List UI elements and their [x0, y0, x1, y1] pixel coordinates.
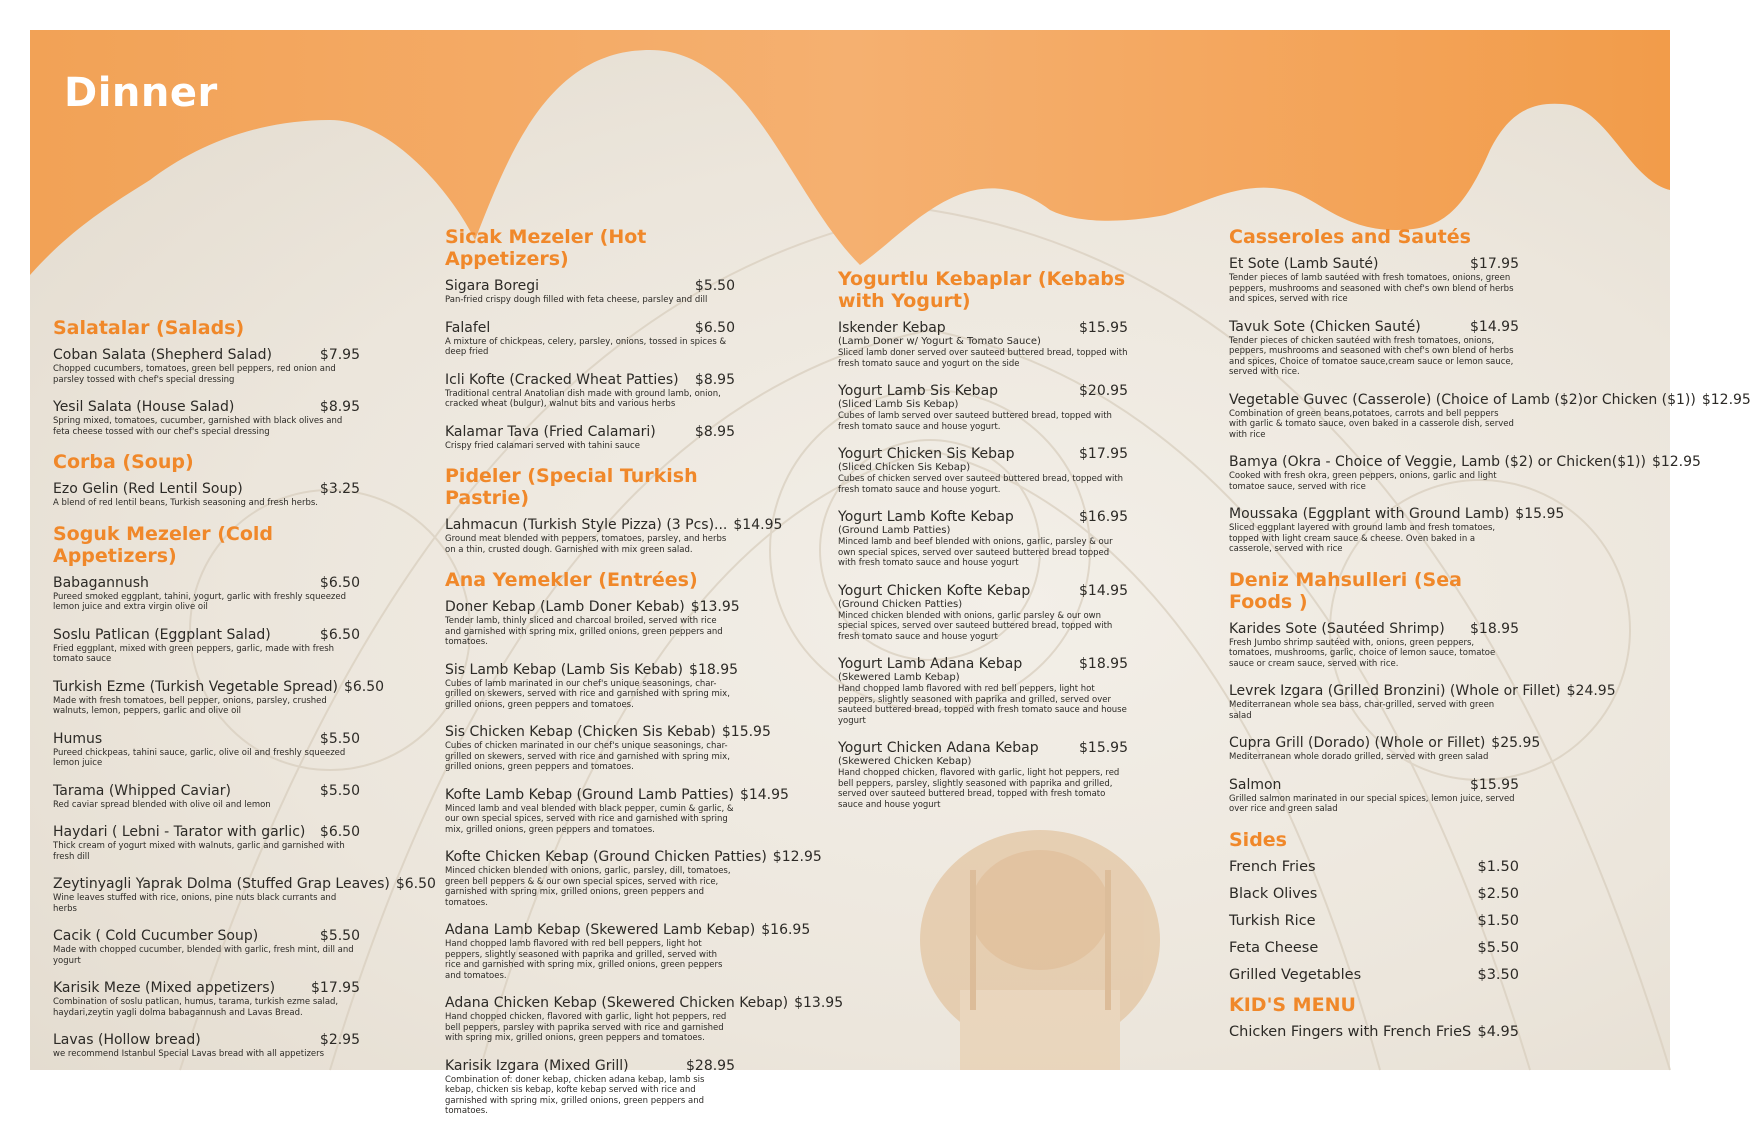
- item-price: $2.95: [319, 1032, 360, 1048]
- item-name: Iskender Kebap: [838, 320, 946, 336]
- item-price: $13.95: [690, 599, 740, 615]
- item-price: $5.50: [319, 928, 360, 944]
- menu-item-row: [445, 278, 735, 294]
- menu-item: [1229, 859, 1519, 875]
- dome-illustration: [920, 830, 1160, 1070]
- item-name: Feta Cheese: [1229, 939, 1319, 956]
- item-price: $18.95: [1079, 656, 1128, 672]
- menu-section: [445, 226, 735, 451]
- menu-item: [1229, 913, 1519, 929]
- item-description: Mediterranean whole dorado grilled, served with green salad: [1229, 752, 1489, 762]
- menu-item-row: [838, 320, 1128, 336]
- item-description: Minced chicken blended with onions, garlic parsley & our own special spices, served over sauteed buttered bread, topped with fresh tomato sauce and house yogurt: [838, 610, 1113, 642]
- item-name: Black Olives: [1229, 885, 1318, 902]
- item-description: Tender pieces of chicken sautéed with fresh tomatoes, onions, peppers, mushrooms and seasoned with chef's own blend of herbs and spices, Choice of tomatoe sauce,cream sauce or lemon sauce, served with rice.: [1229, 335, 1514, 377]
- column-3: [838, 268, 1128, 824]
- item-name: Lahmacun (Turkish Style Pizza) (3 Pcs)...: [445, 517, 728, 533]
- item-name: Turkish Rice: [1229, 912, 1316, 929]
- menu-item-row: [53, 980, 360, 996]
- item-description: Sliced lamb doner served over sauteed buttered bread, topped with fresh tomato sauce and yogurt on the side: [838, 348, 1128, 369]
- item-price: $14.95: [733, 517, 783, 533]
- item-price: $8.95: [319, 399, 360, 415]
- menu-item-row: [53, 876, 436, 892]
- menu-item-row: [1229, 391, 1751, 408]
- menu-item-row: [445, 922, 811, 938]
- item-name: Yogurt Chicken Adana Kebap: [838, 740, 1039, 756]
- item-subtitle: (Ground Chicken Patties): [838, 598, 963, 610]
- item-name: Turkish Ezme (Turkish Vegetable Spread): [53, 678, 338, 695]
- menu-item: [445, 995, 844, 1044]
- item-description: Red caviar spread blended with olive oil and lemon: [53, 799, 271, 810]
- menu-item: [445, 724, 771, 773]
- item-price: $15.95: [721, 724, 771, 740]
- item-description: Cubes of lamb served over sauteed buttered bread, topped with fresh tomato sauce and house yogurt.: [838, 411, 1112, 432]
- item-name: Doner Kebap (Lamb Doner Kebab): [445, 599, 685, 615]
- item-price: $5.50: [1477, 939, 1519, 956]
- item-name: Grilled Vegetables: [1229, 966, 1362, 983]
- menu-item-row: [838, 740, 1128, 756]
- item-price: $8.95: [694, 371, 735, 388]
- item-price: $6.50: [319, 626, 360, 643]
- menu-section: [53, 522, 436, 1060]
- menu-item-row: [53, 824, 360, 840]
- section-title: Sides: [1229, 828, 1287, 851]
- item-price: $14.95: [1470, 318, 1519, 335]
- item-name: Haydari ( Lebni - Tarator with garlic): [53, 824, 306, 840]
- menu-item: [445, 922, 811, 981]
- menu-item: [53, 678, 385, 717]
- menu-item-row: [445, 849, 822, 865]
- menu-item: [838, 740, 1128, 810]
- menu-item-row: [1229, 506, 1565, 522]
- menu-item-row: [53, 575, 360, 591]
- item-description: A mixture of chickpeas, celery, parsley, onions, tossed in spices & deep fried: [445, 336, 727, 357]
- item-description: Hand chopped chicken, flavored with garlic, light hot peppers, red bell peppers, parsley, slightly seasoned with paprika and grilled, served over sauteed buttered bread, topped with fresh tomato sauce and house yogurt: [838, 768, 1120, 810]
- menu-item-row: [1229, 859, 1519, 875]
- menu-item: [1229, 967, 1519, 983]
- item-name: Adana Lamb Kebap (Skewered Lamb Kebap): [445, 922, 756, 938]
- item-name: Chicken Fingers with French FrieS: [1229, 1023, 1472, 1040]
- item-price: $6.50: [319, 824, 360, 840]
- item-description: Combination of: doner kebap, chicken adana kebap, lamb sis kebap, chicken sis kebap, kofte kebap served with rice and garnished with spring mix, grilled onions, green peppers and tomatoes.: [445, 1074, 705, 1116]
- item-name: Cacik ( Cold Cucumber Soup): [53, 928, 259, 944]
- item-price: $6.50: [395, 876, 436, 892]
- item-description: Minced chicken blended with onions, garlic, parsley, dill, tomatoes, green bell peppers & & our own special spices, served with rice, garnished with spring mix, grilled onions, green peppers and tomatoes.: [445, 866, 731, 908]
- section-title: Salatalar (Salads): [53, 317, 245, 339]
- item-description: Hand chopped lamb flavored with red bell peppers, light hot peppers, slightly seasoned with paprika and grilled, served with rice and garnished with spring mix, grilled onions, green peppers and tomatoes.: [445, 939, 723, 981]
- item-name: Kalamar Tava (Fried Calamari): [445, 423, 656, 440]
- menu-item: [53, 399, 360, 437]
- menu-section: [445, 569, 844, 1117]
- item-name: Icli Kofte (Cracked Wheat Patties): [445, 371, 679, 388]
- menu-item-row: [445, 372, 735, 388]
- item-name: Sigara Boregi: [445, 278, 540, 294]
- item-price: $14.95: [739, 786, 789, 803]
- menu-item: [445, 424, 735, 452]
- menu-item: [1229, 886, 1519, 902]
- item-description: Pan-fried crispy dough filled with feta cheese, parsley and dill: [445, 295, 708, 305]
- menu-section: [53, 317, 360, 437]
- item-subtitle: (Sliced Lamb Sis Kebap): [838, 399, 959, 410]
- item-description: Made with chopped cucumber, blended with garlic, fresh mint, dill and yogurt: [53, 945, 354, 966]
- item-name: Karides Sote (Sautéed Shrimp): [1229, 620, 1445, 637]
- menu-item-row: [445, 1058, 735, 1074]
- item-price: $5.50: [694, 278, 735, 294]
- item-price: $25.95: [1491, 735, 1541, 751]
- item-name: Sis Lamb Kebap (Lamb Sis Kebab): [445, 661, 684, 678]
- menu-section: [1229, 994, 1519, 1040]
- menu-item-row: [1229, 913, 1519, 929]
- menu-item-row: [838, 656, 1128, 672]
- menu-item-row: [1229, 735, 1541, 751]
- item-description: Tender pieces of lamb sautéed with fresh tomatoes, onions, green peppers, mushrooms and seasoned with chef's own blend of herbs and spices, served with rice: [1229, 273, 1514, 304]
- menu-item-row: [445, 995, 844, 1011]
- item-price: $12.95: [772, 849, 822, 865]
- item-price: $15.95: [1470, 776, 1519, 793]
- item-description: Cubes of lamb marinated in our chef's unique seasonings, char-grilled on skewers, served with rice and garnished with spring mix, grilled onions, green peppers and tomatoes.: [445, 678, 730, 710]
- item-name: French Fries: [1229, 858, 1316, 875]
- section-title: Pideler (Special Turkish Pastrie): [445, 465, 698, 509]
- item-price: $12.95: [1651, 454, 1701, 470]
- item-description: Cubes of chicken served over sauteed buttered bread, topped with fresh tomato sauce and house yogurt.: [838, 474, 1124, 495]
- menu-item-row: [838, 509, 1128, 525]
- item-name: Yogurt Lamb Adana Kebap: [838, 656, 1023, 672]
- item-price: $3.50: [1477, 966, 1519, 983]
- item-name: Moussaka (Eggplant with Ground Lamb): [1229, 506, 1510, 522]
- item-description: Fresh Jumbo shrimp sautéed with, onions, green peppers, tomatoes, mushrooms, garlic, choice of lemon sauce, tomatoe sauce or cream sauce, served with rice.: [1229, 637, 1496, 669]
- column-4: [1229, 226, 1751, 1051]
- item-price: $18.95: [1470, 620, 1519, 637]
- item-description: Hand chopped chicken, flavored with garlic, light hot peppers, red bell peppers, parsley with paprika served with rice and garnished with spring mix, grilled onions, green peppers and tomatoes.: [445, 1012, 727, 1043]
- menu-item: [1229, 319, 1519, 378]
- item-description: Traditional central Anatolian dish made with ground lamb, onion, cracked wheat (bulgur), walnut bits and various herbs: [445, 388, 721, 409]
- menu-item: [445, 320, 735, 358]
- menu-item-row: [445, 517, 783, 533]
- item-subtitle: (Skewered Chicken Kebap): [838, 756, 972, 767]
- item-price: $7.95: [319, 347, 360, 363]
- menu-item: [1229, 735, 1541, 763]
- item-price: $1.50: [1477, 912, 1519, 929]
- item-price: $3.25: [319, 481, 360, 497]
- item-description: Minced lamb and beef blended with onions, garlic, parsley & our own special spices, served over sauteed buttered bread topped with fresh tomato sauce and house yogurt: [838, 537, 1113, 568]
- menu-item: [445, 372, 735, 410]
- item-description: Tender lamb, thinly sliced and charcoal broiled, served with rice and garnished with spring mix, grilled onions, green peppers and tomatoes.: [445, 616, 723, 647]
- menu-item-row: [53, 347, 360, 363]
- item-subtitle: (Skewered Lamb Kebap): [838, 672, 960, 683]
- menu-item: [53, 481, 360, 509]
- menu-item-row: [445, 724, 771, 740]
- menu-item: [838, 656, 1128, 726]
- menu-item: [53, 928, 360, 966]
- menu-section: [1229, 226, 1751, 555]
- menu-item-row: [53, 481, 360, 497]
- item-price: $16.95: [1079, 509, 1128, 525]
- item-name: Sis Chicken Kebap (Chicken Sis Kebab): [445, 724, 716, 740]
- item-name: Tarama (Whipped Caviar): [53, 782, 231, 799]
- item-description: Sliced eggplant layered with ground lamb and fresh tomatoes, topped with light cream sauce & cheese. Oven baked in a casserole, served with rice: [1229, 523, 1496, 554]
- menu-section: [1229, 568, 1616, 815]
- item-description: Hand chopped lamb flavored with red bell peppers, light hot peppers, slightly seasoned with paprika and grilled, served over sauteed buttered bread, topped with fresh tomato sauce and house yogurt: [838, 684, 1127, 726]
- item-price: $4.95: [1477, 1023, 1519, 1040]
- menu-section: [445, 465, 783, 555]
- menu-item: [53, 627, 360, 665]
- item-description: Mediterranean whole sea bass, char-grilled, served with green salad: [1229, 700, 1495, 721]
- item-description: Pureed chickpeas, tahini sauce, garlic, olive oil and freshly squeezed lemon juice: [53, 747, 346, 768]
- column-1: [53, 317, 436, 1074]
- item-description: A blend of red lentil beans, Turkish seasoning and fresh herbs.: [53, 498, 318, 508]
- item-name: Tavuk Sote (Chicken Sauté): [1229, 318, 1421, 335]
- menu-page: [30, 30, 1751, 1116]
- menu-item: [445, 661, 739, 711]
- item-description: Cubes of chicken marinated in our chef's unique seasonings, char-grilled on skewers, served with rice and garnished with spring mix, grilled onions, green peppers and tomatoes.: [445, 741, 730, 772]
- item-name: Yogurt Chicken Kofte Kebap: [838, 582, 1031, 599]
- section-title: Soguk Mezeler (Cold Appetizers): [53, 522, 274, 567]
- menu-item-row: [1229, 319, 1519, 335]
- menu-section: [838, 268, 1128, 810]
- item-description: Thick cream of yogurt mixed with walnuts, garlic and garnished with fresh dill: [53, 841, 345, 862]
- item-description: Combination of green beans,potatoes, carrots and bell peppers with garlic & tomato sauce, oven baked in a casserole dish, served with rice: [1229, 408, 1514, 440]
- menu-item-row: [838, 383, 1128, 399]
- item-name: Yogurt Lamb Sis Kebap: [838, 383, 999, 399]
- item-description: Chopped cucumbers, tomatoes, green bell peppers, red onion and parsley tossed with chef's special dressing: [53, 364, 336, 385]
- item-price: $14.95: [1079, 582, 1128, 599]
- item-price: $17.95: [1079, 446, 1128, 462]
- menu-item: [1229, 391, 1751, 441]
- item-name: Humus: [53, 730, 103, 747]
- item-price: $15.95: [1079, 740, 1128, 756]
- item-price: $28.95: [686, 1057, 735, 1074]
- menu-item: [1229, 1024, 1519, 1040]
- column-2: [445, 226, 844, 1131]
- item-description: Spring mixed, tomatoes, cucumber, garnished with black olives and feta cheese tossed with our chef's special dressing: [53, 416, 343, 437]
- page-title: Dinner: [64, 70, 218, 116]
- item-description: we recommend Istanbul Special Lavas bread with all appetizers: [53, 1049, 325, 1059]
- menu-item-row: [445, 320, 735, 336]
- item-price: $15.95: [1079, 320, 1128, 336]
- item-name: Coban Salata (Shepherd Salad): [53, 347, 272, 363]
- item-description: Grilled salmon marinated in our special spices, lemon juice, served over rice and green salad: [1229, 793, 1515, 814]
- item-name: Yogurt Lamb Kofte Kebap: [838, 509, 1014, 525]
- menu-item-row: [1229, 621, 1519, 637]
- menu-item: [53, 980, 360, 1018]
- menu-item: [838, 383, 1128, 432]
- menu-section: [53, 451, 360, 509]
- menu-item: [1229, 256, 1519, 305]
- menu-item: [445, 517, 783, 555]
- menu-item-row: [1229, 777, 1519, 793]
- menu-item: [445, 278, 735, 306]
- item-subtitle: (Lamb Doner w/ Yogurt & Tomato Sauce): [838, 336, 1041, 347]
- item-price: $17.95: [1470, 256, 1519, 272]
- item-name: Yogurt Chicken Sis Kebap: [838, 446, 1015, 462]
- menu-item-row: [445, 786, 789, 803]
- section-title: KID'S MENU: [1229, 993, 1356, 1016]
- menu-item-row: [445, 661, 739, 678]
- item-subtitle: (Sliced Chicken Sis Kebap): [838, 462, 971, 473]
- item-price: $12.95: [1701, 391, 1751, 408]
- menu-item: [53, 783, 360, 811]
- item-name: Kofte Lamb Kebap (Ground Lamb Patties): [445, 786, 734, 803]
- item-price: $8.95: [694, 423, 735, 440]
- item-price: $18.95: [689, 661, 739, 678]
- menu-item-row: [53, 1032, 360, 1048]
- item-price: $2.50: [1477, 885, 1519, 902]
- item-price: $5.50: [319, 730, 360, 747]
- item-description: Wine leaves stuffed with rice, onions, pine nuts black currants and herbs: [53, 893, 337, 914]
- item-description: Pureed smoked eggplant, tahini, yogurt, garlic with freshly squeezed lemon juice and extra virgin olive oil: [53, 591, 347, 612]
- item-price: $5.50: [319, 782, 360, 799]
- menu-section: [1229, 829, 1519, 983]
- item-price: $6.50: [319, 574, 360, 591]
- menu-item-row: [1229, 940, 1519, 956]
- item-name: Kofte Chicken Kebap (Ground Chicken Patties): [445, 849, 767, 865]
- item-name: Soslu Patlican (Eggplant Salad): [53, 626, 271, 643]
- menu-item-row: [1229, 967, 1519, 983]
- item-price: $6.50: [343, 678, 385, 695]
- item-price: $24.95: [1566, 683, 1616, 699]
- section-title: Casseroles and Sautés: [1229, 226, 1471, 248]
- menu-item: [1229, 621, 1519, 670]
- menu-item: [53, 824, 360, 862]
- menu-item: [1229, 454, 1701, 492]
- item-name: Falafel: [445, 319, 491, 336]
- menu-item: [445, 599, 740, 648]
- item-description: Crispy fried calamari served with tahini sauce: [445, 440, 640, 451]
- section-title: Corba (Soup): [53, 451, 194, 473]
- item-name: Ezo Gelin (Red Lentil Soup): [53, 481, 243, 497]
- section-title: Deniz Mahsulleri (Sea Foods ): [1229, 568, 1462, 613]
- menu-item: [1229, 777, 1519, 815]
- menu-item-row: [1229, 454, 1701, 470]
- menu-item: [53, 731, 360, 769]
- item-name: Yesil Salata (House Salad): [53, 399, 235, 415]
- item-price: $20.95: [1079, 383, 1128, 399]
- menu-item: [1229, 506, 1565, 555]
- item-price: $1.50: [1477, 858, 1519, 875]
- item-name: Levrek Izgara (Grilled Bronzini) (Whole or Fillet): [1229, 683, 1561, 699]
- menu-item: [53, 876, 436, 914]
- item-name: Bamya (Okra - Choice of Veggie, Lamb ($2) or Chicken($1)): [1229, 454, 1646, 470]
- menu-item-row: [445, 599, 740, 615]
- menu-item-row: [445, 424, 735, 440]
- item-name: Cupra Grill (Dorado) (Whole or Fillet): [1229, 735, 1486, 751]
- item-description: Fried eggplant, mixed with green peppers, garlic, made with fresh tomato sauce: [53, 643, 335, 664]
- menu-item-row: [53, 731, 360, 747]
- item-description: Ground meat blended with peppers, tomatoes, parsley, and herbs on a thin, crusted dough. Garnished with mix green salad.: [445, 534, 727, 555]
- menu-item-row: [1229, 256, 1519, 272]
- item-description: Minced lamb and veal blended with black pepper, cumin & garlic, & our own special spices, served with rice and garnished with spring mix, grilled onions, green peppers and tomatoes.: [445, 803, 734, 835]
- menu-item: [53, 347, 360, 385]
- menu-item-row: [1229, 886, 1519, 902]
- menu-item-row: [1229, 683, 1616, 699]
- menu-item: [445, 1058, 735, 1117]
- item-description: Cooked with fresh okra, green peppers, onions, garlic and light tomatoe sauce, served with rice: [1229, 471, 1497, 492]
- section-title: Sicak Mezeler (Hot Appetizers): [445, 226, 647, 270]
- section-title: Ana Yemekler (Entrées): [445, 569, 698, 591]
- menu-item: [53, 1032, 360, 1060]
- menu-item: [838, 509, 1128, 569]
- item-name: Et Sote (Lamb Sauté): [1229, 256, 1379, 272]
- item-name: Adana Chicken Kebap (Skewered Chicken Kebap): [445, 995, 789, 1011]
- item-description: Combination of soslu patlican, humus, tarama, turkish ezme salad, haydari,zeytin yagli dolma babagannush and Lavas Bread.: [53, 997, 339, 1018]
- menu-item-row: [53, 783, 360, 799]
- item-description: Made with fresh tomatoes, bell pepper, onions, parsley, crushed walnuts, lemon, peppers, garlic and olive oil: [53, 695, 327, 716]
- menu-item: [838, 320, 1128, 369]
- item-name: Zeytinyagli Yaprak Dolma (Stuffed Grap Leaves): [53, 876, 390, 892]
- item-price: $13.95: [794, 995, 844, 1011]
- item-price: $15.95: [1515, 506, 1565, 522]
- menu-item: [53, 575, 360, 613]
- item-name: Karisik Meze (Mixed appetizers): [53, 980, 276, 996]
- menu-item: [838, 583, 1128, 643]
- menu-item: [445, 849, 822, 908]
- item-name: Lavas (Hollow bread): [53, 1032, 201, 1048]
- menu-item: [1229, 683, 1616, 721]
- item-name: Salmon: [1229, 776, 1282, 793]
- item-price: $16.95: [761, 922, 811, 938]
- menu-item-row: [53, 928, 360, 944]
- item-subtitle: (Ground Lamb Patties): [838, 525, 951, 536]
- item-name: Babagannush: [53, 574, 149, 591]
- menu-item: [838, 446, 1128, 495]
- menu-item: [1229, 940, 1519, 956]
- menu-item: [445, 786, 789, 836]
- item-price: $17.95: [311, 980, 360, 996]
- menu-item-row: [53, 627, 360, 643]
- item-price: $6.50: [694, 319, 735, 336]
- menu-item-row: [1229, 1024, 1519, 1040]
- item-name: Vegetable Guvec (Casserole) (Choice of Lamb ($2)or Chicken ($1)): [1229, 391, 1696, 408]
- menu-item-row: [53, 678, 385, 695]
- menu-item-row: [838, 446, 1128, 462]
- menu-item-row: [53, 399, 360, 415]
- item-name: Karisik Izgara (Mixed Grill): [445, 1057, 629, 1074]
- section-title: Yogurtlu Kebaplar (Kebabs with Yogurt): [838, 268, 1126, 312]
- menu-item-row: [838, 583, 1128, 599]
